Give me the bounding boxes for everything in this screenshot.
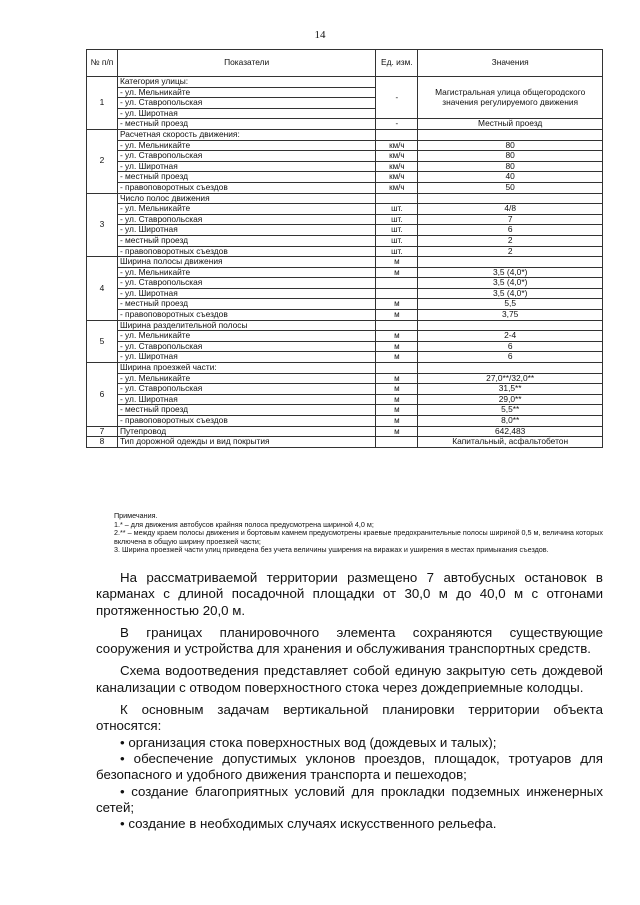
value-cell: 2-4: [418, 331, 603, 342]
unit-cell: м: [376, 416, 418, 427]
value-cell: Капитальный, асфальтобетон: [418, 437, 603, 448]
note-item: 3. Ширина проезжей части улиц приведена без учета величины уширения на виражах и уширения в местах примыкания съездов.: [114, 545, 549, 555]
indicator-cell: - ул. Широтная: [117, 108, 375, 119]
indicator-cell: - ул. Ставропольская: [117, 384, 375, 395]
header-unit: Ед. изм.: [376, 50, 418, 77]
unit-cell: [376, 193, 418, 204]
indicator-cell: - ул. Широтная: [117, 288, 375, 299]
indicator-cell: - ул. Ставропольская: [117, 214, 375, 225]
indicator-cell: Ширина проезжей части:: [117, 363, 375, 374]
header-value: Значения: [418, 50, 603, 77]
value-cell: 6: [418, 225, 603, 236]
value-cell: 3,5 (4,0*): [418, 267, 603, 278]
unit-cell: км/ч: [376, 182, 418, 193]
table-row: [87, 214, 603, 225]
value-cell: 642,483: [418, 426, 603, 437]
unit-cell: [376, 288, 418, 299]
unit-cell: [376, 129, 418, 140]
value-cell: 80: [418, 151, 603, 162]
value-cell: Магистральная улица общегородского значения регулируемого движения: [418, 77, 603, 119]
value-cell: 6: [418, 352, 603, 363]
unit-cell: м: [376, 299, 418, 310]
table-row: [87, 320, 603, 331]
indicator-cell: Ширина разделительной полосы: [117, 320, 375, 331]
value-cell: 8,0**: [418, 416, 603, 427]
unit-cell: м: [376, 331, 418, 342]
value-cell: 80: [418, 140, 603, 151]
indicator-cell: - правоповоротных съездов: [117, 182, 375, 193]
unit-cell: шт.: [376, 225, 418, 236]
indicator-cell: Путепровод: [117, 426, 375, 437]
body-text: [96, 570, 603, 832]
unit-cell: -: [376, 77, 418, 119]
value-cell: [418, 257, 603, 268]
header-indicator: Показатели: [117, 50, 375, 77]
paragraph: К основным задачам вертикальной планировки территории объекта относятся:: [96, 702, 603, 734]
indicator-cell: - ул. Ставропольская: [117, 278, 375, 289]
value-cell: 2: [418, 246, 603, 257]
indicator-cell: - ул. Ставропольская: [117, 98, 375, 109]
table-row: [87, 235, 603, 246]
paragraph: Схема водоотведения представляет собой единую закрытую сеть дождевой канализации с отводом поверхностного стока через дождеприемные колодцы.: [96, 663, 603, 695]
paragraph: На рассматриваемой территории размещено 7 автобусных остановок в карманах с длиной посадочной площадки от 30,0 м до 40,0 м с отгонами протяженностью 20,0 м.: [96, 570, 603, 618]
unit-cell: м: [376, 257, 418, 268]
value-cell: 2: [418, 235, 603, 246]
table-row: [87, 394, 603, 405]
value-cell: [418, 129, 603, 140]
table-row: [87, 161, 603, 172]
unit-cell: км/ч: [376, 140, 418, 151]
table-row: [87, 225, 603, 236]
unit-cell: м: [376, 384, 418, 395]
unit-cell: [376, 320, 418, 331]
table-row: [87, 151, 603, 162]
note-item: 1.* – для движения автобусов крайняя полоса предусмотрена шириной 4,0 м;: [114, 519, 374, 529]
table-row: [87, 129, 603, 140]
value-cell: 3,5 (4,0*): [418, 288, 603, 299]
indicator-cell: - ул. Мельникайте: [117, 373, 375, 384]
unit-cell: -: [376, 119, 418, 130]
value-cell: 29,0**: [418, 394, 603, 405]
indicator-cell: Расчетная скорость движения:: [117, 129, 375, 140]
table-row: [87, 278, 603, 289]
table-row: [87, 310, 603, 321]
table-header-row: [87, 50, 603, 77]
notes-title: Примечания.: [114, 511, 158, 520]
value-cell: [418, 363, 603, 374]
indicator-cell: - местный проезд: [117, 405, 375, 416]
indicator-cell: - ул. Ставропольская: [117, 151, 375, 162]
indicator-cell: Тип дорожной одежды и вид покрытия: [117, 437, 375, 448]
table-row: [87, 331, 603, 342]
bullet-item: • обеспечение допустимых уклонов проездов, площадок, тротуаров для безопасного и удобного движения транспорта и пешеходов;: [96, 750, 603, 783]
unit-cell: шт.: [376, 204, 418, 215]
table-row: [87, 172, 603, 183]
bullet-item: • создание в необходимых случаях искусственного рельефа.: [120, 816, 497, 832]
unit-cell: шт.: [376, 235, 418, 246]
table-row: [87, 437, 603, 448]
unit-cell: шт.: [376, 246, 418, 257]
indicator-cell: - местный проезд: [117, 172, 375, 183]
unit-cell: м: [376, 267, 418, 278]
indicator-cell: - местный проезд: [117, 299, 375, 310]
table-row: [87, 416, 603, 427]
unit-cell: м: [376, 394, 418, 405]
header-number: № п/п: [87, 50, 118, 77]
table-row: [87, 373, 603, 384]
value-cell: Местный проезд: [418, 119, 603, 130]
page-number: 14: [314, 29, 326, 41]
table-row: [87, 182, 603, 193]
table-row: [87, 384, 603, 395]
value-cell: 27,0**/32,0**: [418, 373, 603, 384]
table-row: [87, 140, 603, 151]
table-row: [87, 341, 603, 352]
table-notes: [114, 512, 603, 555]
unit-cell: км/ч: [376, 172, 418, 183]
table-row: [87, 288, 603, 299]
table-row: [87, 204, 603, 215]
value-cell: 3,75: [418, 310, 603, 321]
row-number-cell: 3: [87, 193, 118, 257]
indicator-cell: - ул. Мельникайте: [117, 331, 375, 342]
row-number-cell: 2: [87, 129, 118, 193]
row-number-cell: 1: [87, 77, 118, 130]
indicator-cell: - правоповоротных съездов: [117, 310, 375, 321]
value-cell: 40: [418, 172, 603, 183]
unit-cell: шт.: [376, 214, 418, 225]
unit-cell: [376, 363, 418, 374]
table-row: [87, 267, 603, 278]
table-row: [87, 257, 603, 268]
parameters-table: [86, 49, 603, 448]
value-cell: 5,5**: [418, 405, 603, 416]
unit-cell: [376, 278, 418, 289]
unit-cell: м: [376, 341, 418, 352]
table-row: [87, 363, 603, 374]
value-cell: [418, 193, 603, 204]
indicator-cell: - ул. Широтная: [117, 394, 375, 405]
row-number-cell: 7: [87, 426, 118, 437]
indicator-cell: - местный проезд: [117, 119, 375, 130]
unit-cell: м: [376, 310, 418, 321]
indicator-cell: - ул. Ставропольская: [117, 341, 375, 352]
unit-cell: [376, 437, 418, 448]
table-row: [87, 119, 603, 130]
bullet-item: • организация стока поверхностных вод (дождевых и талых);: [120, 734, 497, 750]
table-row: [87, 405, 603, 416]
note-item: 2.** – между краем полосы движения и бортовым камнем предусмотрены краевые предохранительные полосы шириной 0,5 м, величина которых включена в общую ширину проезжей части;: [114, 528, 603, 546]
indicator-cell: - ул. Широтная: [117, 352, 375, 363]
unit-cell: км/ч: [376, 161, 418, 172]
unit-cell: м: [376, 373, 418, 384]
unit-cell: м: [376, 426, 418, 437]
indicator-cell: - ул. Мельникайте: [117, 87, 375, 98]
indicator-cell: - ул. Мельникайте: [117, 267, 375, 278]
value-cell: 4/8: [418, 204, 603, 215]
paragraph: В границах планировочного элемента сохраняются существующие сооружения и устройства для хранения и обслуживания транспортных средств.: [96, 624, 603, 657]
value-cell: 7: [418, 214, 603, 225]
row-number-cell: 6: [87, 363, 118, 427]
unit-cell: км/ч: [376, 151, 418, 162]
table-body: [87, 77, 603, 448]
unit-cell: м: [376, 405, 418, 416]
indicator-cell: - ул. Широтная: [117, 225, 375, 236]
row-number-cell: 4: [87, 257, 118, 321]
indicator-cell: - правоповоротных съездов: [117, 416, 375, 427]
table-row: [87, 352, 603, 363]
indicator-cell: Ширина полосы движения: [117, 257, 375, 268]
table-row: [87, 193, 603, 204]
row-number-cell: 5: [87, 320, 118, 362]
indicator-cell: - ул. Мельникайте: [117, 204, 375, 215]
indicator-cell: Категория улицы:: [117, 77, 375, 88]
indicator-cell: - местный проезд: [117, 235, 375, 246]
indicator-cell: Число полос движения: [117, 193, 375, 204]
unit-cell: м: [376, 352, 418, 363]
value-cell: 80: [418, 161, 603, 172]
value-cell: 5,5: [418, 299, 603, 310]
indicator-cell: - правоповоротных съездов: [117, 246, 375, 257]
bullet-item: • создание благоприятных условий для прокладки подземных инженерных сетей;: [96, 783, 603, 815]
table-row: [87, 426, 603, 437]
indicator-cell: - ул. Мельникайте: [117, 140, 375, 151]
value-cell: [418, 320, 603, 331]
value-cell: 6: [418, 341, 603, 352]
table-row: [87, 299, 603, 310]
row-number-cell: 8: [87, 437, 118, 448]
indicator-cell: - ул. Широтная: [117, 161, 375, 172]
table-row: [87, 77, 603, 88]
value-cell: 31,5**: [418, 384, 603, 395]
table-row: [87, 246, 603, 257]
value-cell: 3,5 (4,0*): [418, 278, 603, 289]
value-cell: 50: [418, 182, 603, 193]
